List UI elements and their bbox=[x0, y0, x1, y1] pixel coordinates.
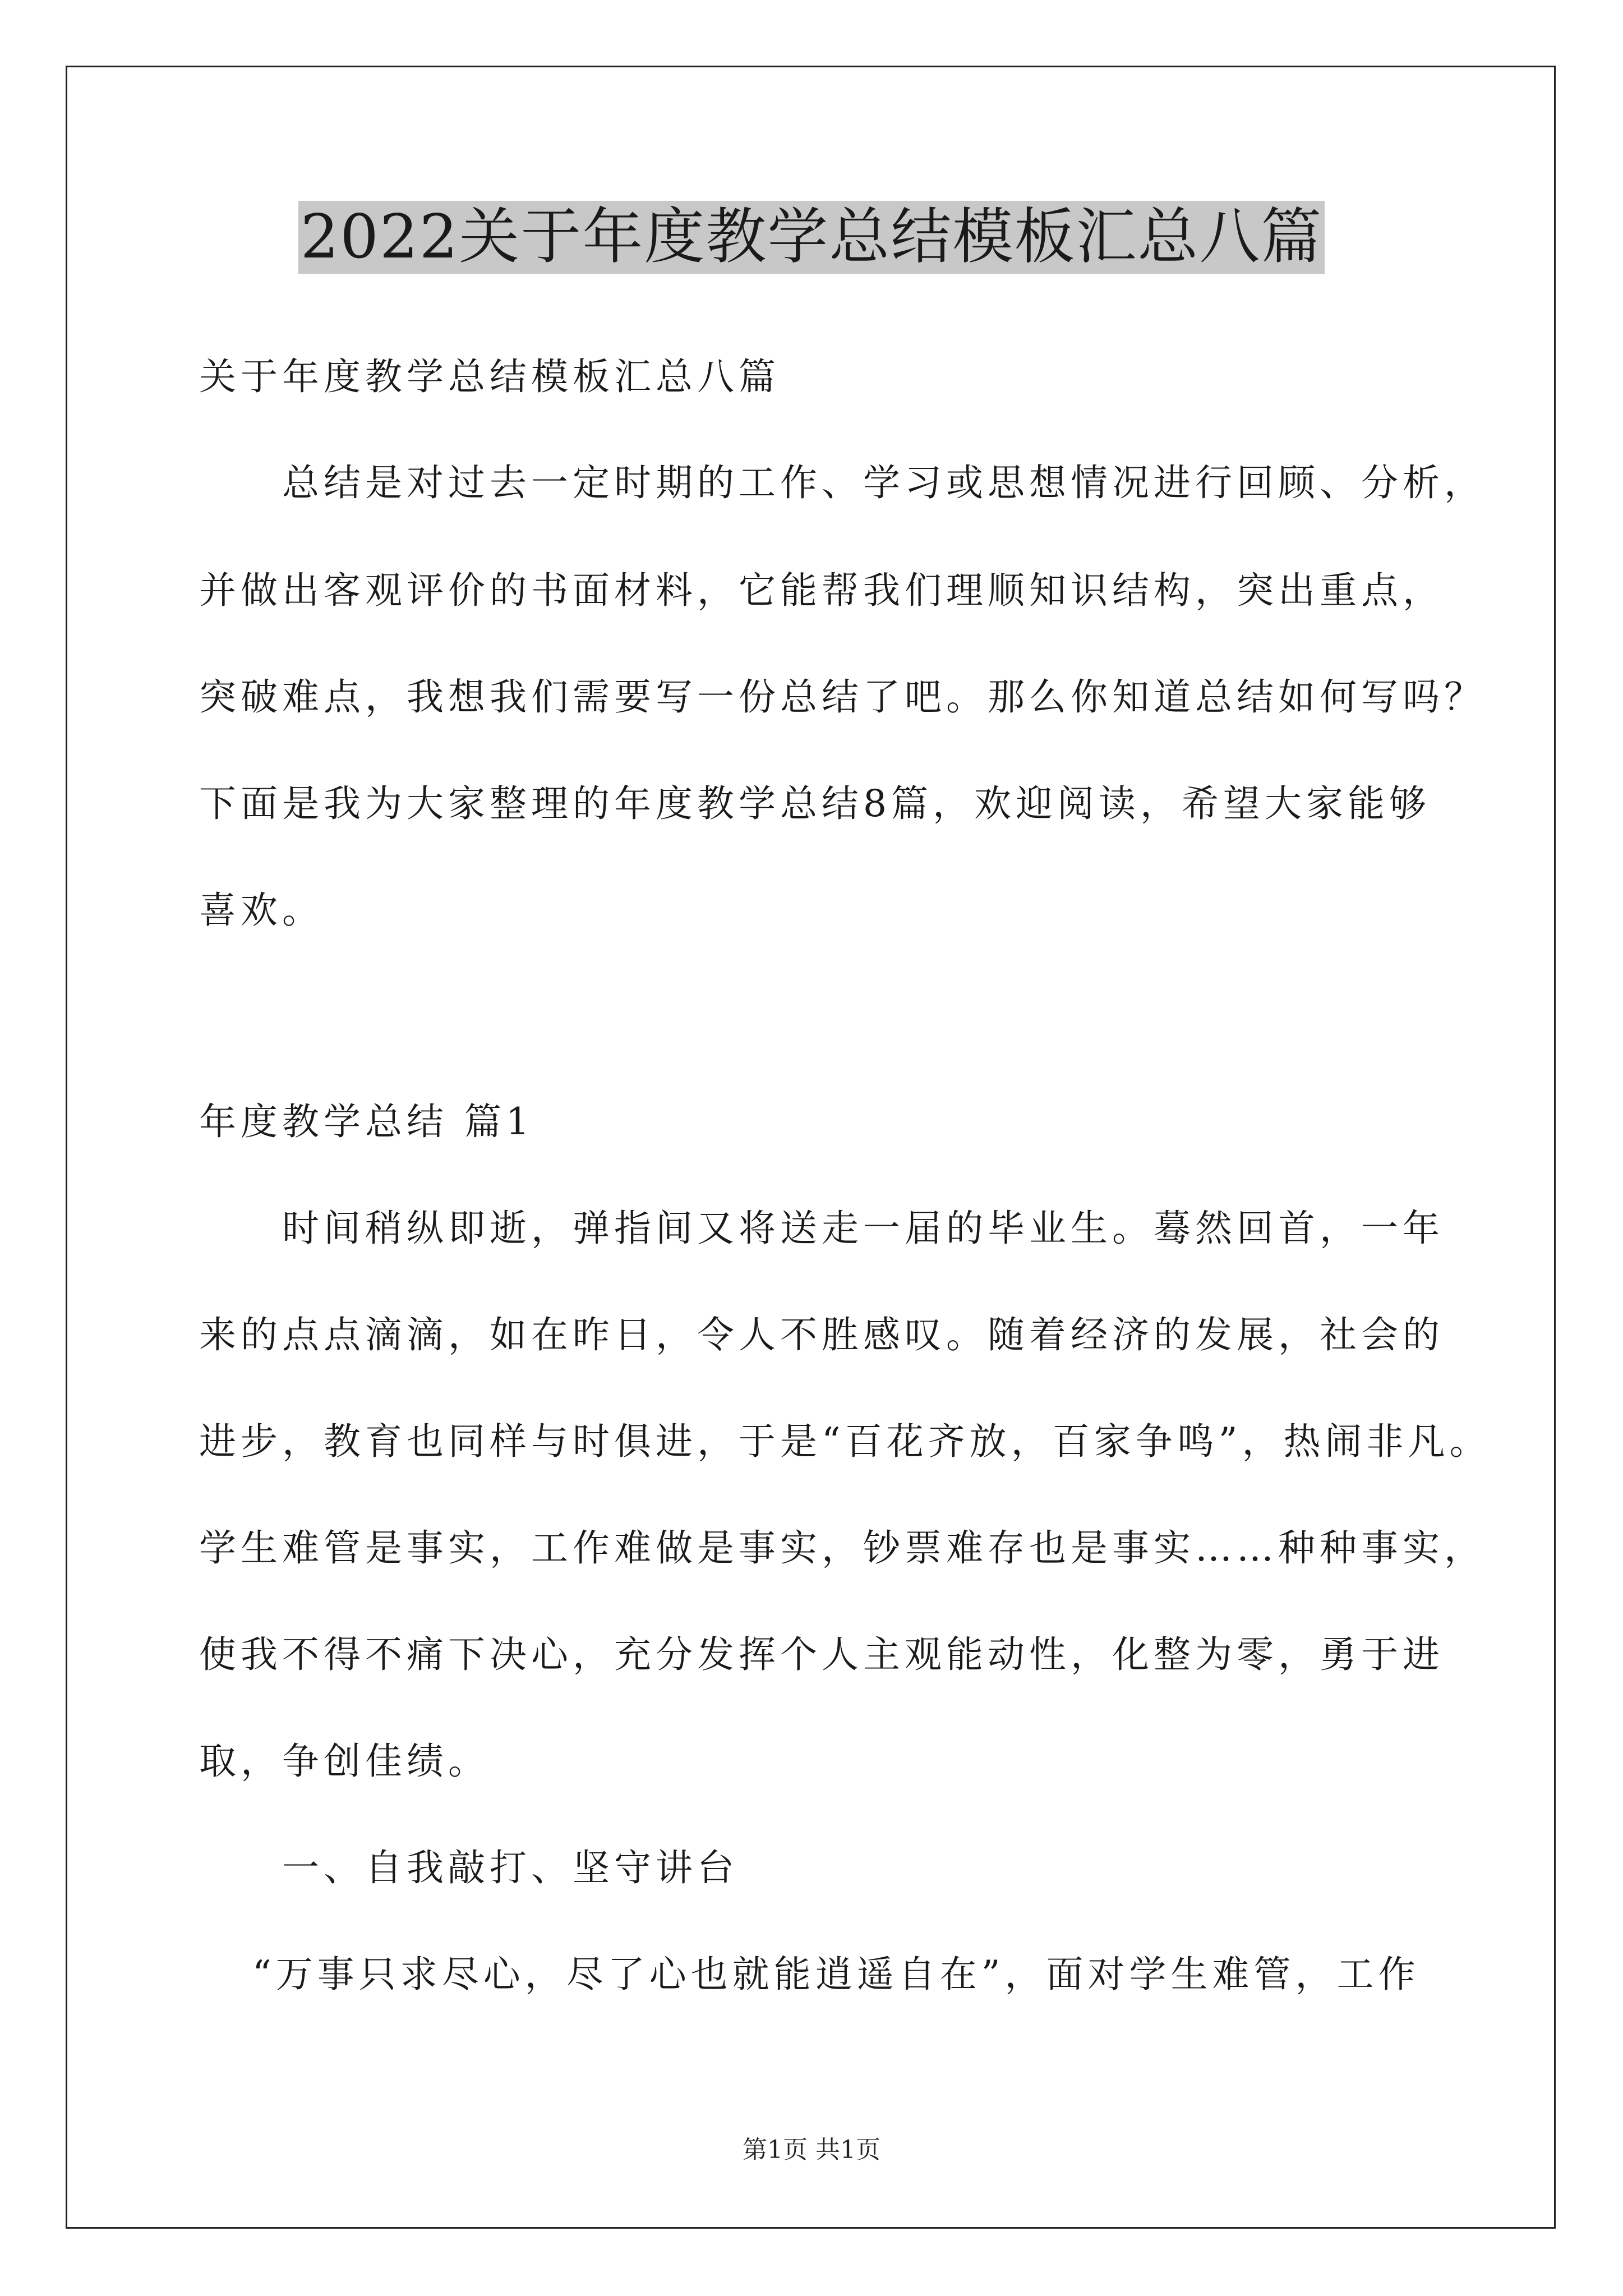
paragraph-line: 使我不得不痛下决心，充分发挥个人主观能动性，化整为零，勇于进 bbox=[199, 1633, 1444, 1676]
page-footer: 第1页 共1页 bbox=[743, 2136, 880, 2164]
paragraph-line: 喜欢。 bbox=[199, 889, 324, 932]
document-subtitle: 关于年度教学总结模板汇总八篇 bbox=[199, 355, 780, 398]
paragraph-line: “万事只求尽心，尽了心也就能逍遥自在”，面对学生难管，工作 bbox=[252, 1953, 1420, 1996]
paragraph-line: 进步，教育也同样与时俱进，于是“百花齐放，百家争鸣”，热闹非凡。 bbox=[199, 1420, 1491, 1463]
subsection-heading: 一、自我敲打、坚守讲台 bbox=[282, 1846, 739, 1889]
document-title: 2022关于年度教学总结模板汇总八篇 bbox=[298, 201, 1325, 274]
section-heading: 年度教学总结 篇1 bbox=[199, 1100, 534, 1143]
paragraph-line: 并做出客观评价的书面材料，它能帮我们理顺知识结构，突出重点， bbox=[199, 569, 1444, 612]
title-container bbox=[0, 201, 1623, 274]
paragraph-line: 学生难管是事实，工作难做是事实，钞票难存也是事实……种种事实， bbox=[199, 1526, 1486, 1570]
paragraph-line: 时间稍纵即逝，弹指间又将送走一届的毕业生。蓦然回首，一年 bbox=[282, 1207, 1444, 1250]
paragraph-line: 来的点点滴滴，如在昨日，令人不胜感叹。随着经济的发展，社会的 bbox=[199, 1313, 1444, 1356]
paragraph-line: 取，争创佳绩。 bbox=[199, 1740, 490, 1783]
paragraph-line: 突破难点，我想我们需要写一份总结了吧。那么你知道总结如何写吗？ bbox=[199, 675, 1486, 719]
paragraph-line: 总结是对过去一定时期的工作、学习或思想情况进行回顾、分析， bbox=[282, 461, 1486, 504]
paragraph-line: 下面是我为大家整理的年度教学总结8篇，欢迎阅读，希望大家能够 bbox=[199, 782, 1431, 825]
